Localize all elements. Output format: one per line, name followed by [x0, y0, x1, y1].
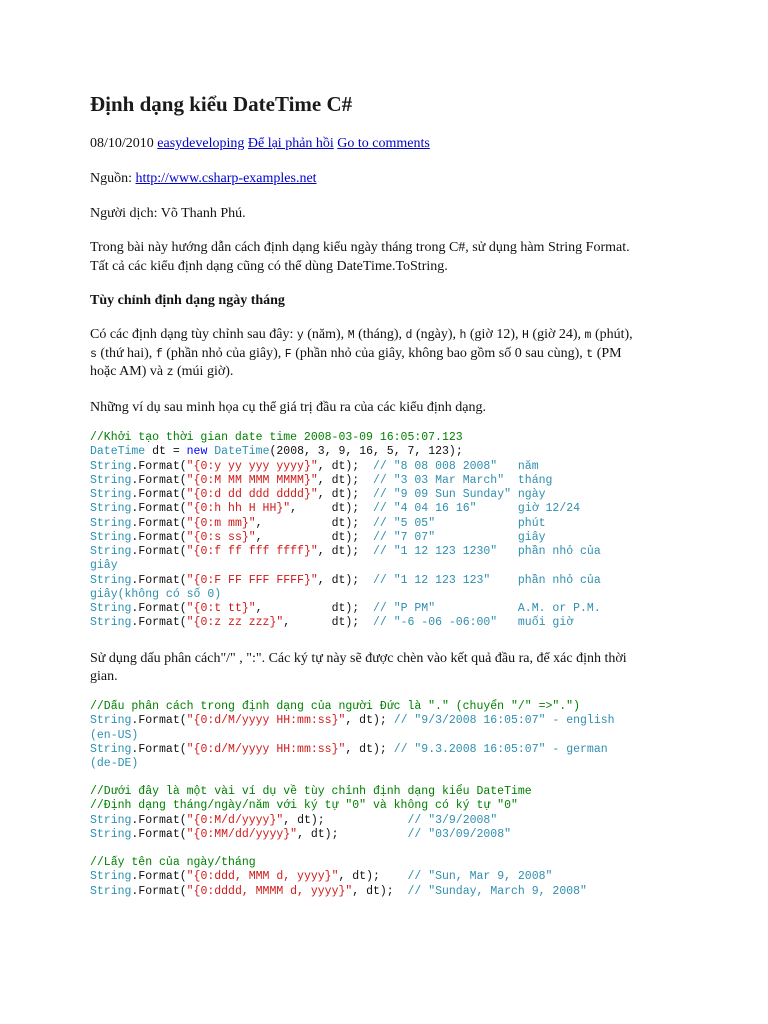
code-block-day-month-names: [90, 856, 587, 899]
code-comment: // "P PM" A.M. or P.M.: [372, 602, 601, 615]
translator-line: Người dịch: Võ Thanh Phú.: [90, 206, 246, 221]
separator-text-line-1: Sử dụng dấu phân cách"/" , ":". Các ký tự này sẽ được chèn vào kết quả đầu ra, để xác định thời: [90, 651, 627, 666]
custom-desc-line-2: [90, 344, 622, 364]
desc-text: (phần nhỏ của giây),: [162, 346, 285, 361]
code-text: , dt);: [255, 530, 373, 544]
desc-text: (thứ hai),: [96, 346, 156, 361]
code-text: .Format(: [131, 545, 187, 558]
code-string: "{0:ddd, MMM d, yyyy}": [186, 870, 339, 884]
separator-text-line-2: gian.: [90, 669, 118, 684]
code-text: , dt);: [338, 870, 408, 884]
comments-link[interactable]: Go to comments: [337, 136, 430, 151]
code-type: String: [90, 813, 132, 827]
format-code: m: [584, 329, 592, 342]
code-text: , dt);: [317, 459, 373, 473]
desc-text: (giờ 12),: [466, 327, 523, 342]
code-comment: (de-DE): [90, 757, 139, 770]
code-comment: //Khởi tạo thời gian date time 2008-03-09 16:05:07.123: [90, 431, 463, 444]
code-type: String: [90, 827, 132, 841]
code-text: , dt);: [317, 473, 373, 487]
code-block-format-specifiers: [90, 431, 601, 631]
code-comment: // "7 07" giây: [372, 530, 546, 544]
code-type: String: [90, 884, 132, 898]
code-type: String: [90, 714, 132, 728]
code-type: String: [90, 616, 132, 630]
code-type: String: [90, 870, 132, 884]
code-type: String: [90, 545, 132, 558]
format-code: s: [90, 348, 97, 361]
code-string: "{0:d dd ddd dddd}": [186, 488, 318, 501]
code-string: "{0:M MM MMM MMMM}": [186, 473, 318, 487]
code-type: DateTime: [214, 445, 270, 459]
code-comment: //Định dạng tháng/ngày/năm với ký tự "0" và không có ký tự "0": [90, 799, 518, 813]
custom-desc-line-3: [90, 362, 233, 382]
format-code: M: [347, 329, 355, 342]
page-title: Định dạng kiểu DateTime C#: [90, 92, 353, 116]
code-text: , dt);: [290, 502, 373, 516]
custom-desc-line-1: [90, 325, 633, 345]
code-text: .Format(: [131, 459, 187, 473]
reply-link[interactable]: Để lại phản hồi: [247, 136, 334, 151]
code-string: "{0:y yy yyy yyyy}": [186, 459, 318, 473]
format-code: d: [405, 329, 413, 342]
source-line: [90, 169, 317, 188]
format-code: t: [586, 348, 594, 361]
code-comment: //Dưới đây là một vài ví dụ về tùy chỉnh định dạng kiểu DateTime: [90, 785, 532, 798]
code-string: "{0:m mm}": [186, 516, 256, 530]
code-string: "{0:dddd, MMMM d, yyyy}": [186, 884, 353, 898]
format-code: H: [522, 329, 529, 342]
format-code: y: [296, 329, 304, 342]
desc-text: (giờ 24),: [528, 327, 585, 342]
code-type: String: [90, 742, 132, 756]
code-string: "{0:F FF FFF FFFF}": [186, 573, 318, 587]
code-type: String: [90, 516, 132, 530]
code-type: DateTime: [90, 445, 146, 459]
code-comment: // "1 12 123 123" phần nhỏ của: [372, 573, 601, 587]
desc-text: Có các định dạng tùy chỉnh sau đây:: [90, 327, 297, 342]
code-comment: // "3/9/2008": [407, 813, 498, 827]
code-text: , dt);: [255, 516, 373, 530]
author-link[interactable]: easydeveloping: [157, 136, 245, 151]
code-string: "{0:z zz zzz}": [186, 616, 284, 630]
code-comment: // "1 12 123 1230" phần nhỏ của: [372, 545, 601, 558]
code-text: .Format(: [131, 602, 187, 615]
code-comment: //Lấy tên của ngày/tháng: [90, 856, 256, 869]
post-meta: [90, 134, 430, 153]
code-comment: //Dấu phân cách trong định dạng của người Đức là "." (chuyển "/" =>"."): [90, 700, 580, 713]
code-text: .Format(: [131, 530, 187, 544]
code-comment: giây: [90, 559, 118, 573]
desc-text: (múi giờ).: [173, 364, 234, 379]
code-string: "{0:s ss}": [186, 530, 256, 544]
code-comment: // "Sunday, March 9, 2008": [407, 884, 587, 898]
code-text: , dt);: [317, 488, 373, 501]
code-string: "{0:MM/dd/yyyy}": [186, 827, 298, 841]
code-comment: // "4 04 16 16" giờ 12/24: [373, 502, 581, 516]
code-text: .Format(: [131, 884, 187, 898]
code-text: .Format(: [131, 616, 187, 630]
code-comment: // "5 05" phút: [372, 516, 546, 530]
code-string: "{0:t tt}": [186, 602, 256, 615]
code-text: .Format(: [131, 742, 187, 756]
code-text: , dt);: [352, 884, 408, 898]
desc-text: (tháng),: [354, 327, 406, 342]
code-comment: // "9.3.2008 16:05:07" - german: [393, 742, 608, 756]
code-comment: // "Sun, Mar 9, 2008": [407, 870, 553, 884]
code-text: , dt);: [317, 545, 373, 558]
code-block-separators: [90, 700, 615, 771]
code-block-custom-date: [90, 785, 532, 842]
section-heading: Tùy chỉnh định dạng ngày tháng: [90, 293, 285, 308]
code-comment: // "8 08 008 2008" năm: [372, 459, 539, 473]
desc-text: (năm),: [303, 327, 348, 342]
code-keyword: new: [186, 445, 208, 459]
code-text: .Format(: [131, 502, 187, 516]
code-comment: // "03/09/2008": [407, 827, 512, 841]
code-text: .Format(: [131, 516, 187, 530]
code-type: String: [90, 530, 132, 544]
intro-line-2: Tất cả các kiểu định dạng cũng có thể dùng DateTime.ToString.: [90, 259, 448, 274]
code-text: , dt);: [345, 714, 394, 728]
code-text: , dt);: [255, 602, 373, 615]
code-comment: giây(không có số 0): [90, 587, 222, 601]
desc-text: (ngày),: [412, 327, 460, 342]
code-comment: // "3 03 Mar March" tháng: [372, 473, 553, 487]
desc-text: (phần nhỏ của giây, không bao gồm số 0 sau cùng),: [291, 346, 587, 361]
format-code: z: [166, 366, 174, 379]
code-type: String: [90, 488, 132, 501]
code-text: , dt);: [345, 742, 394, 756]
code-text: .Format(: [131, 813, 187, 827]
code-text: .Format(: [131, 488, 187, 501]
code-text: , dt);: [283, 813, 408, 827]
code-type: String: [90, 473, 132, 487]
code-comment: // "9/3/2008 16:05:07" - english: [393, 714, 615, 728]
format-code: F: [284, 348, 292, 361]
code-text: , dt);: [317, 573, 373, 587]
code-text: .Format(: [131, 573, 187, 587]
source-url-link[interactable]: http://www.csharp-examples.net: [135, 171, 317, 186]
code-type: String: [90, 502, 132, 516]
desc-text: hoặc AM) và: [90, 364, 167, 379]
source-label: Nguồn:: [90, 171, 132, 186]
code-text: , dt);: [297, 827, 408, 841]
desc-text: (phút),: [591, 327, 633, 342]
code-comment: (en-US): [90, 728, 139, 742]
code-comment: // "9 09 Sun Sunday" ngày: [372, 488, 546, 501]
code-string: "{0:f ff fff ffff}": [186, 545, 318, 558]
post-date: 08/10/2010: [90, 136, 154, 151]
code-type: String: [90, 573, 132, 587]
code-string: "{0:d/M/yyyy HH:mm:ss}": [186, 714, 346, 728]
code-string: "{0:M/d/yyyy}": [186, 813, 284, 827]
code-text: .Format(: [131, 827, 187, 841]
code-string: "{0:d/M/yyyy HH:mm:ss}": [186, 742, 346, 756]
code-text: .Format(: [131, 714, 187, 728]
format-code: h: [459, 329, 467, 342]
code-type: String: [90, 459, 132, 473]
code-type: String: [90, 602, 132, 615]
code-text: (2008, 3, 9, 16, 5, 7, 123);: [269, 445, 463, 459]
intro-line-1: Trong bài này hướng dẫn cách định dạng kiểu ngày tháng trong C#, sử dụng hàm String Format.: [90, 240, 630, 255]
code-text: , dt);: [283, 616, 373, 630]
code-text: .Format(: [131, 473, 187, 487]
example-intro: Những ví dụ sau minh họa cụ thể giá trị đầu ra của các kiểu định dạng.: [90, 400, 486, 415]
code-text: .Format(: [131, 870, 187, 884]
code-string: "{0:h hh H HH}": [186, 502, 291, 516]
code-text: dt =: [145, 445, 187, 459]
format-code: f: [155, 348, 163, 361]
code-comment: // "-6 -06 -06:00" muối giờ: [372, 616, 574, 630]
desc-text: (PM: [593, 346, 622, 361]
